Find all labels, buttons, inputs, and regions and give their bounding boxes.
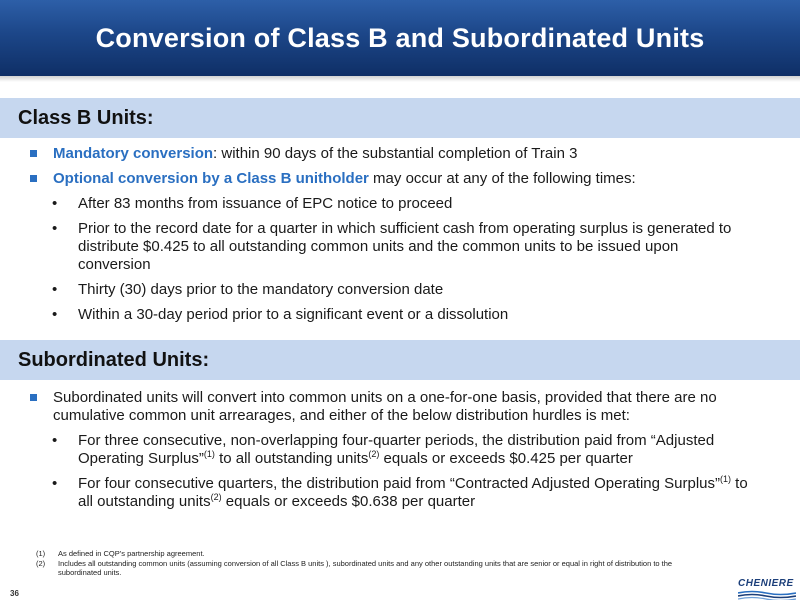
list-item (0, 195, 800, 213)
list-item (0, 306, 800, 324)
optional-conversion-label: Optional conversion by a Class B unitholder (53, 170, 369, 187)
square-bullet-icon (30, 175, 37, 182)
footnotes (36, 549, 716, 578)
round-bullet-icon: • (52, 195, 58, 212)
cheniere-logo (738, 578, 796, 598)
list-item (0, 389, 800, 425)
hurdle-one-text (78, 432, 714, 467)
round-bullet-icon: • (52, 306, 58, 323)
hurdle-one-part: For three consecutive, non-overlapping four-quarter periods, the distribution paid from “Adjusted Operating Surplus” (78, 432, 715, 467)
logo-text: CHENIERE (738, 578, 794, 589)
square-bullet-icon (30, 394, 37, 401)
footnote-ref: (1) (203, 449, 215, 459)
footnote (36, 559, 716, 578)
title-bar (0, 0, 800, 76)
hurdle-two-part: For four consecutive quarters, the distribution paid from “Contracted Adjusted Operating Surplus” (78, 475, 720, 492)
class-b-header (0, 98, 800, 138)
hurdle-two-part: equals or exceeds $0.638 per quarter (221, 493, 476, 510)
page-number: 36 (10, 589, 19, 598)
footnote-number: (2) (36, 558, 46, 568)
footnote-ref: (2) (368, 449, 380, 459)
footnote-text: Includes all outstanding common units (assuming conversion of all Class B units ), subordinated units and any other outstanding units that are senior or equal in right of distribution to the subordinated units. (58, 558, 673, 577)
sub-item-text: Prior to the record date for a quarter in which sufficient cash from operating surplus is generated to distribute $0.425 to all outstanding common units and the common units to be issued upon conversion (78, 220, 732, 273)
hurdle-one-part: to all outstanding units (214, 450, 369, 467)
subordinated-header (0, 340, 800, 380)
round-bullet-icon: • (52, 220, 58, 237)
class-b-header-text: Class B Units: (18, 106, 154, 129)
subordinated-header-text: Subordinated Units: (18, 348, 210, 371)
optional-conversion-text: may occur at any of the following times: (368, 170, 636, 187)
subordinated-list (0, 389, 800, 518)
mandatory-conversion-label: Mandatory conversion (53, 145, 214, 162)
footnote-ref: (2) (210, 492, 222, 502)
sub-item-text: After 83 months from issuance of EPC notice to proceed (78, 195, 453, 212)
mandatory-conversion-text: : within 90 days of the substantial completion of Train 3 (213, 145, 578, 162)
square-bullet-icon (30, 150, 37, 157)
footnote-number: (1) (36, 549, 46, 558)
round-bullet-icon: • (52, 281, 58, 298)
list-item (0, 220, 800, 274)
round-bullet-icon: • (52, 475, 58, 492)
list-item (0, 281, 800, 299)
class-b-list (0, 145, 800, 331)
list-item (0, 170, 800, 188)
hurdle-two-text (78, 475, 748, 510)
hurdle-one-part: equals or exceeds $0.425 per quarter (379, 450, 633, 467)
list-item (0, 432, 800, 468)
title-shadow (0, 76, 800, 82)
list-item (0, 475, 800, 511)
subordinated-main-text: Subordinated units will convert into common units on a one-for-one basis, provided that there are no cumulative common unit arrearages, and either of the below distribution hurdles is met: (53, 389, 717, 424)
sub-item-text: Within a 30-day period prior to a significant event or a dissolution (78, 306, 509, 323)
list-item (0, 145, 800, 163)
hurdle-two-part: to all outstanding units (78, 475, 748, 510)
logo-waves-icon (738, 590, 796, 600)
slide-title: Conversion of Class B and Subordinated Units (95, 22, 705, 53)
footnote-text: As defined in CQP’s partnership agreement. (58, 549, 205, 558)
round-bullet-icon: • (52, 432, 58, 449)
footnote (36, 549, 716, 559)
sub-item-text: Thirty (30) days prior to the mandatory conversion date (78, 281, 444, 298)
footnote-ref: (1) (720, 474, 731, 484)
